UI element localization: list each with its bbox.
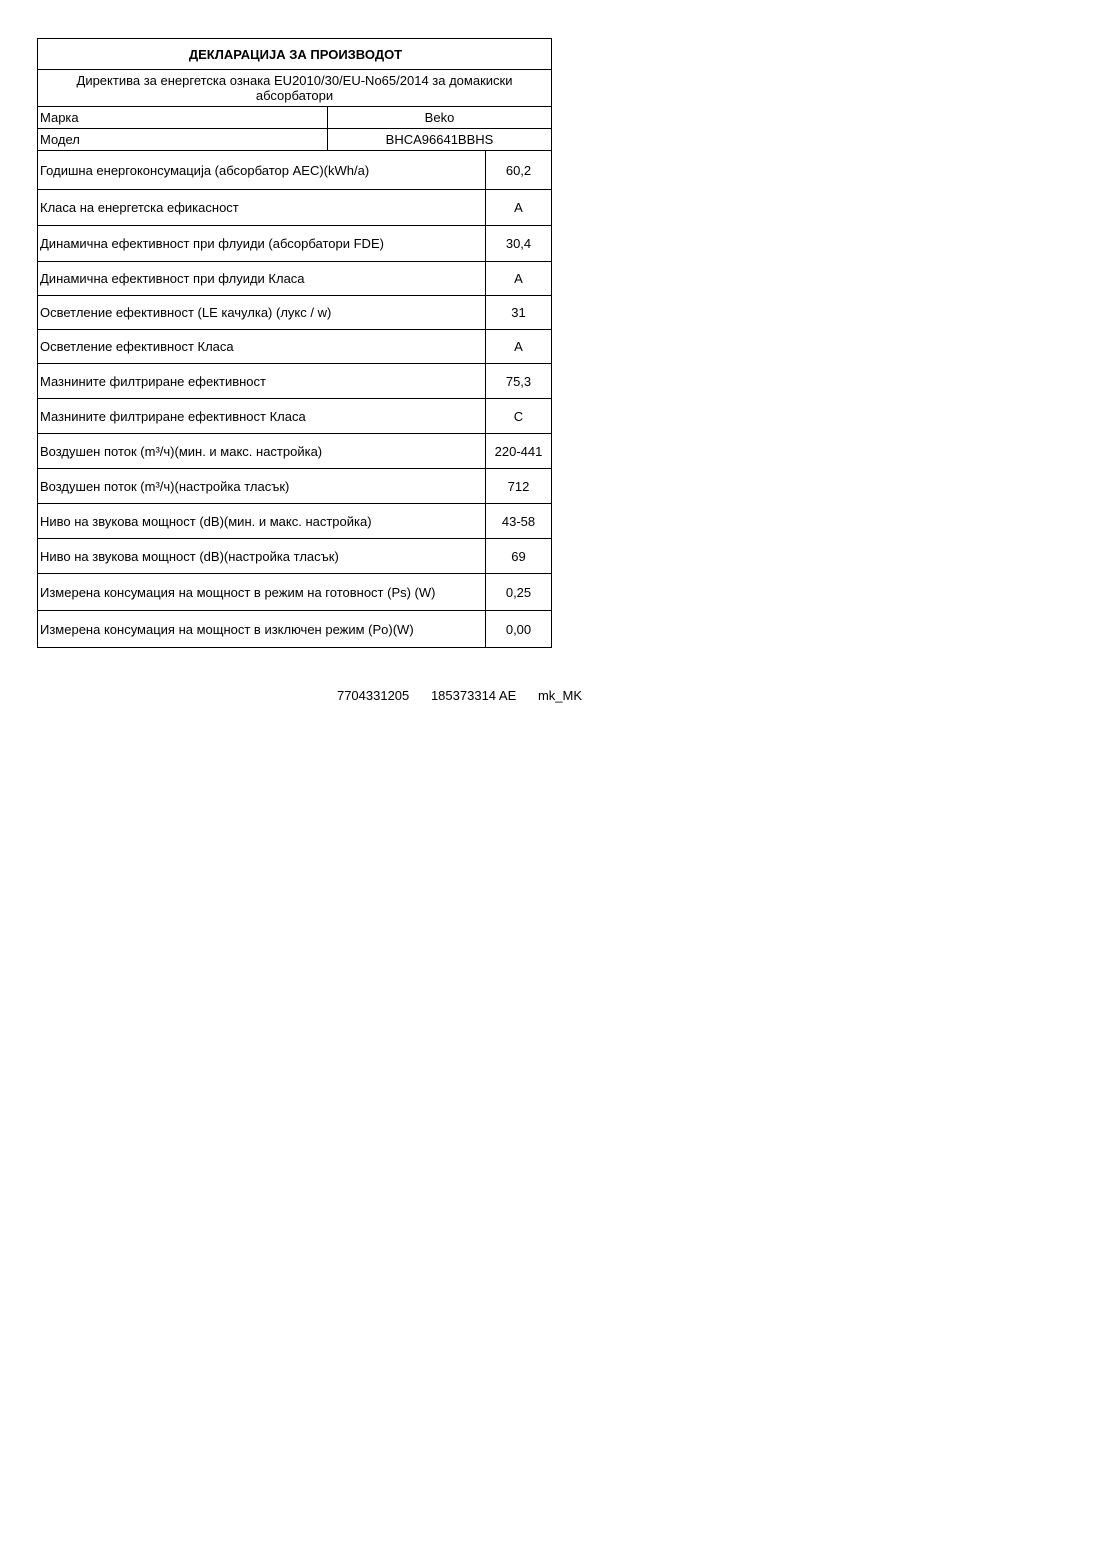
spec-value: 712 (486, 469, 552, 504)
spec-label: Динамична ефективност при флуиди (абсорбатори FDE) (38, 226, 486, 262)
footer-codes (74, 688, 582, 703)
brand-label: Марка (38, 107, 328, 129)
spec-label: Годишна енергоконсумација (абсорбатор AEC)(kWh/a) (38, 151, 486, 190)
spec-rows (38, 151, 552, 648)
spec-row (38, 574, 552, 611)
spec-value: 31 (486, 296, 552, 330)
spec-value: 69 (486, 539, 552, 574)
spec-row (38, 611, 552, 648)
spec-row (38, 330, 552, 364)
spec-label: Ниво на звукова мощност (dB)(мин. и макс. настройка) (38, 504, 486, 539)
product-declaration (37, 38, 582, 703)
spec-label: Измерена консумация на мощност в режим на готовност (Ps) (W) (38, 574, 486, 611)
spec-row (38, 190, 552, 226)
spec-value: A (486, 330, 552, 364)
spec-label: Динамична ефективност при флуиди Класа (38, 262, 486, 296)
spec-value: 60,2 (486, 151, 552, 190)
spec-value: 0,25 (486, 574, 552, 611)
spec-label: Мазнините филтриране ефективност Класа (38, 399, 486, 434)
declaration-table (37, 38, 552, 648)
document-subtitle: Директива за енергетска ознака EU2010/30/EU-No65/2014 за домакиски абсорбатори (38, 70, 552, 107)
spec-value: A (486, 190, 552, 226)
spec-row (38, 151, 552, 190)
brand-row (38, 107, 552, 129)
brand-value: Beko (328, 107, 552, 129)
spec-row (38, 226, 552, 262)
model-label: Модел (38, 129, 328, 151)
footer-code-1: 7704331205 (336, 688, 410, 703)
spec-value: C (486, 399, 552, 434)
spec-value: 75,3 (486, 364, 552, 399)
spec-row (38, 296, 552, 330)
spec-value: 0,00 (486, 611, 552, 648)
spec-row (38, 262, 552, 296)
spec-row (38, 399, 552, 434)
spec-value: 30,4 (486, 226, 552, 262)
spec-row (38, 364, 552, 399)
model-row (38, 129, 552, 151)
spec-label: Воздушен поток (m³/ч)(мин. и макс. настройка) (38, 434, 486, 469)
footer-locale: mk_MK (537, 688, 582, 703)
spec-row (38, 539, 552, 574)
spec-label: Ниво на звукова мощност (dB)(настройка тласък) (38, 539, 486, 574)
spec-label: Класа на енергетска ефикасност (38, 190, 486, 226)
spec-label: Мазнините филтриране ефективност (38, 364, 486, 399)
spec-row (38, 469, 552, 504)
spec-value: 220-441 (486, 434, 552, 469)
spec-row (38, 504, 552, 539)
spec-row (38, 434, 552, 469)
spec-label: Воздушен поток (m³/ч)(настройка тласък) (38, 469, 486, 504)
spec-label: Измерена консумация на мощност в изключен режим (Po)(W) (38, 611, 486, 648)
spec-label: Осветление ефективност Класа (38, 330, 486, 364)
footer-code-2: 185373314 AE (430, 688, 517, 703)
model-value: BHCA96641BBHS (328, 129, 552, 151)
document-title: ДЕКЛАРАЦИЈА ЗА ПРОИЗВОДОТ (38, 39, 552, 70)
spec-value: A (486, 262, 552, 296)
spec-label: Осветление ефективност (LE качулка) (лукс / w) (38, 296, 486, 330)
spec-value: 43-58 (486, 504, 552, 539)
